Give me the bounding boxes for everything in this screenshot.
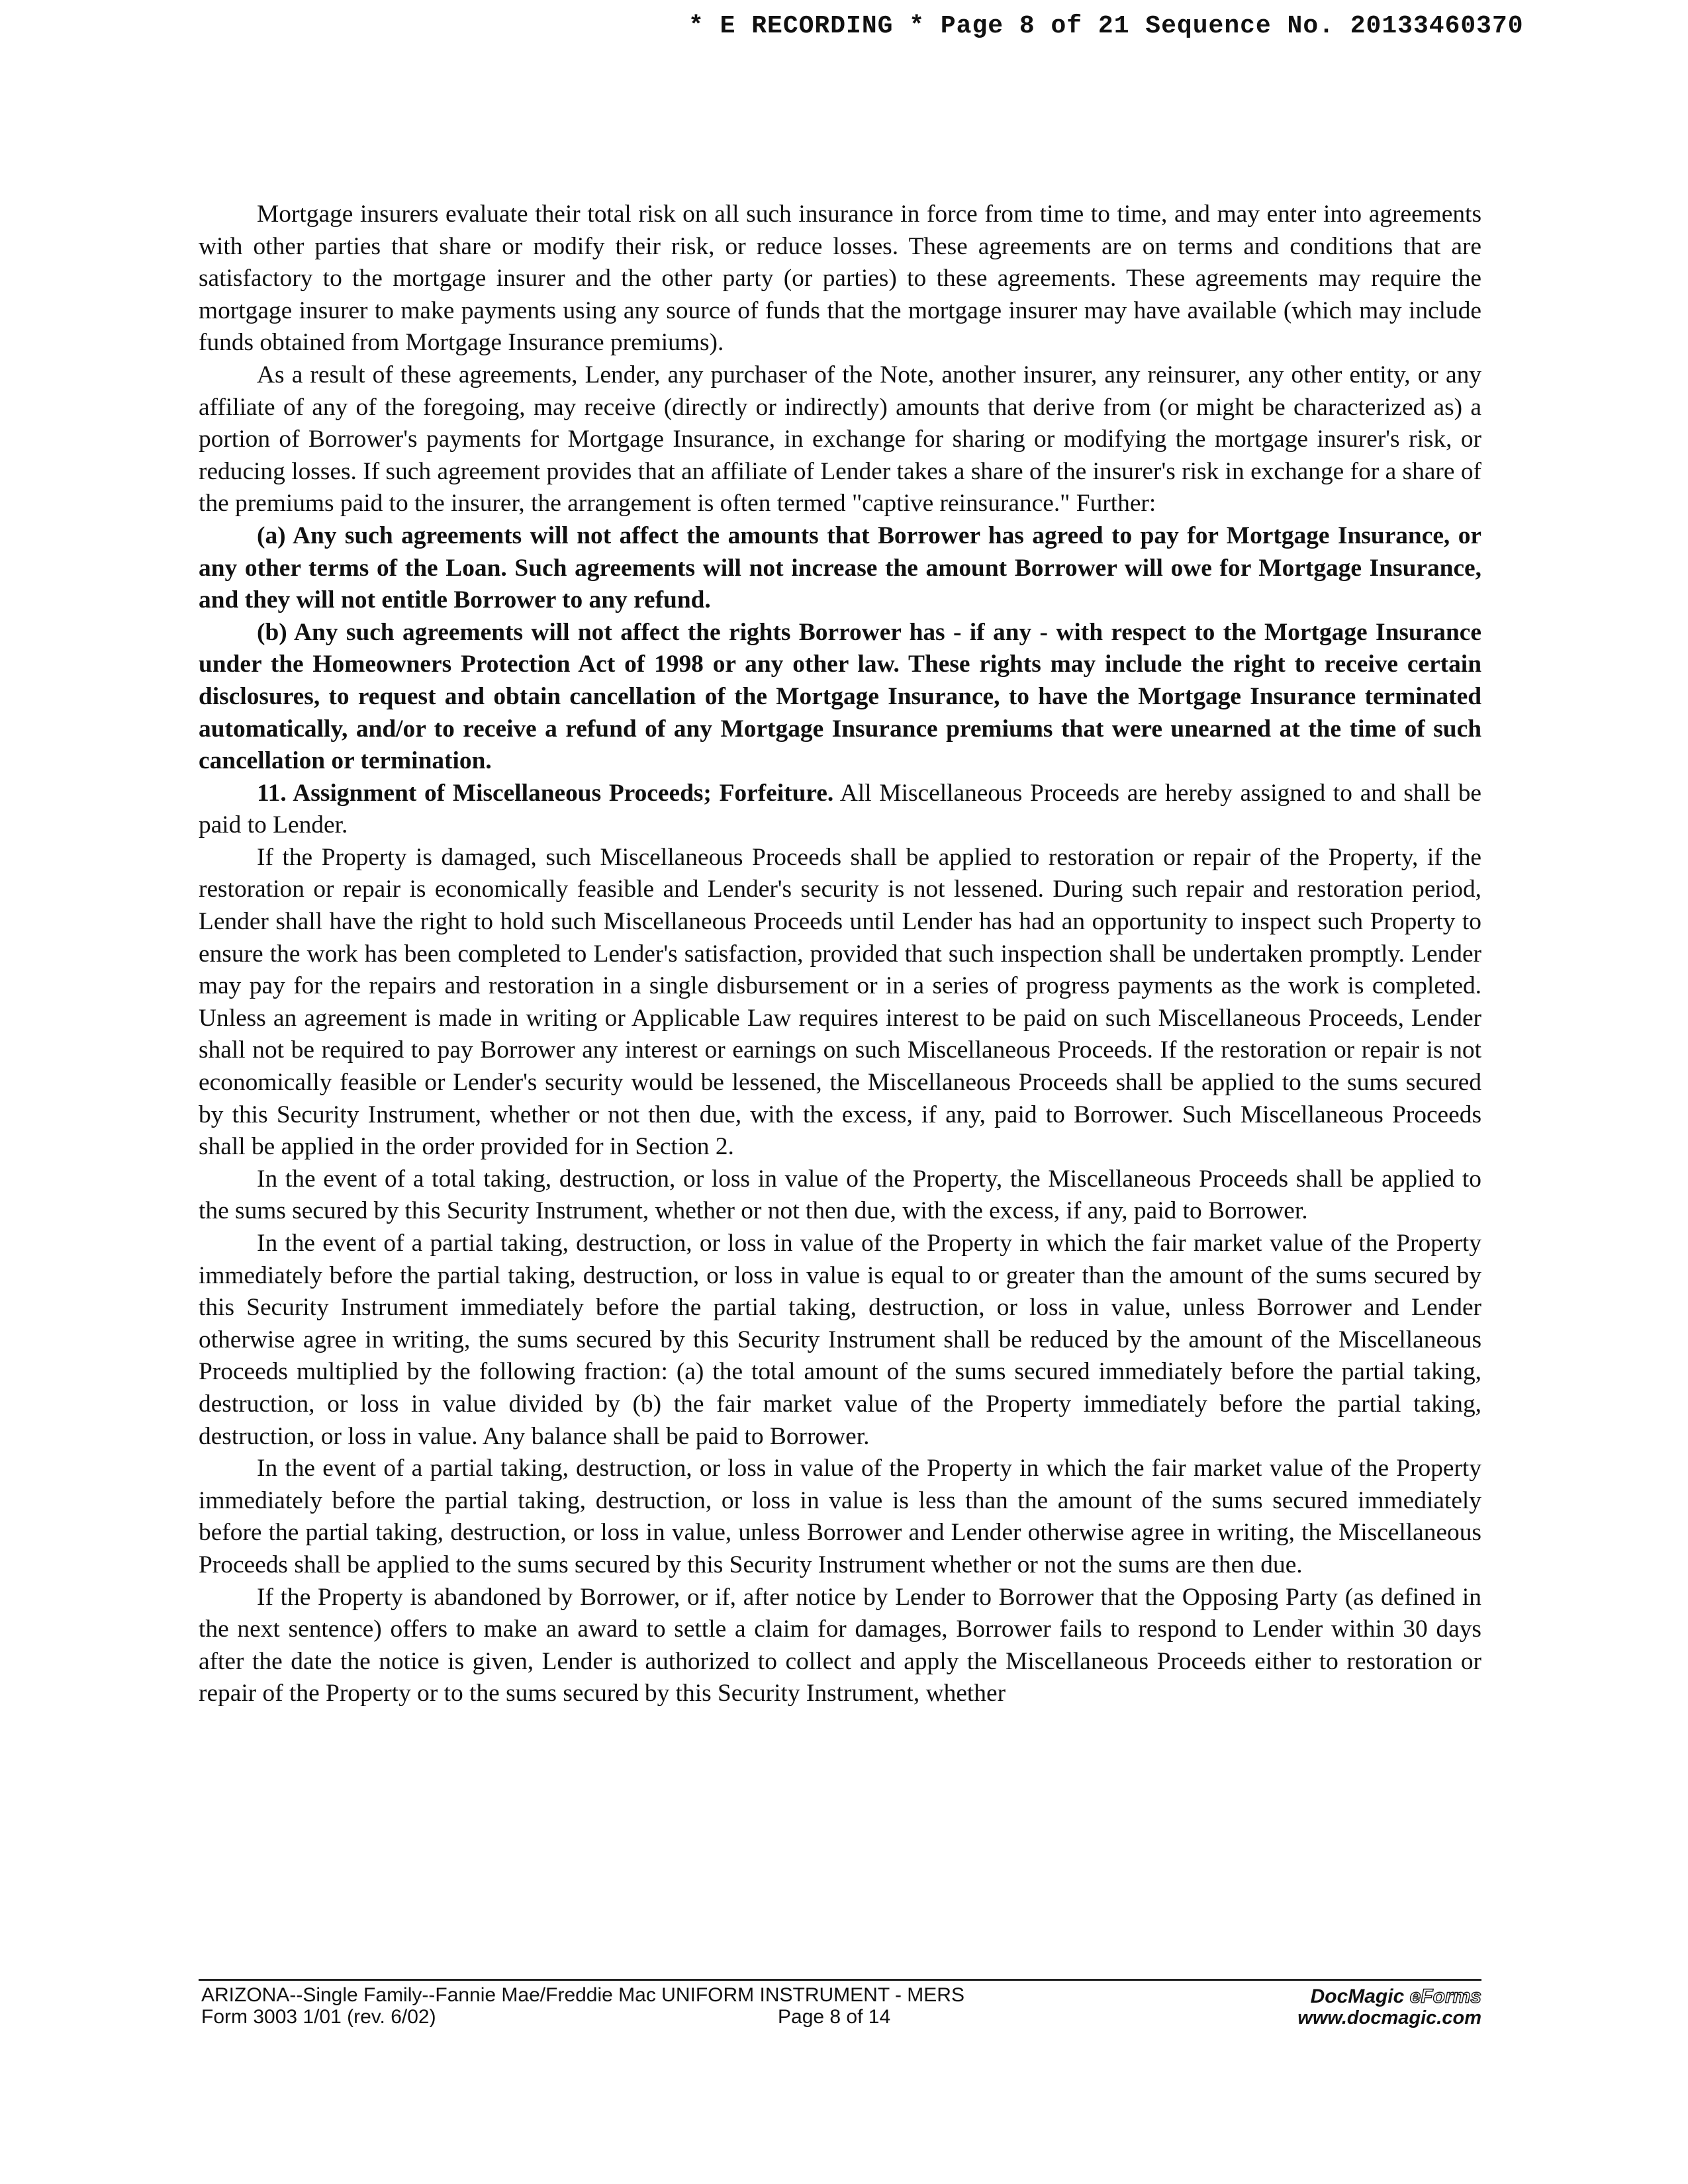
eforms-logo-suffix: eForms bbox=[1409, 1985, 1481, 2007]
paragraph-mortgage-insurers: Mortgage insurers evaluate their total risk on all such insurance in force from time to time, and may enter into agreements with other parties that share or modify their risk, or reduce losses. These agreements are on terms and conditions that are satisfactory to the mortgage insurer and the other party (or parties) to these agreements. These agreements may require the mortgage insurer to make payments using any source of funds that the mortgage insurer may have available (which may include funds obtained from Mortgage Insurance premiums). bbox=[199, 201, 1481, 357]
footer-website: www.docmagic.com bbox=[1297, 2007, 1481, 2028]
footer-form-title: ARIZONA--Single Family--Fannie Mae/Freddie Mac UNIFORM INSTRUMENT - MERS bbox=[201, 1984, 964, 2006]
paragraph-agreements-result: As a result of these agreements, Lender, any purchaser of the Note, another insurer, any reinsurer, any other entity, or any affiliate of any of the foregoing, may receive (directly or indirectly) amounts that derive from (or might be characterized as) a portion of Borrower's payments for Mortgage Insurance, in exchange for sharing or modifying the mortgage insurer's risk, or reducing losses. If such agreement provides that an affiliate of Lender takes a share of the insurer's risk in exchange for a share of the premiums paid to the insurer, the arrangement is often termed "captive reinsurance." Further: bbox=[199, 361, 1481, 518]
docmagic-logo bbox=[1297, 1985, 1481, 2007]
document-body bbox=[199, 199, 1481, 1710]
footer-brand bbox=[1297, 1985, 1481, 2029]
footer-divider bbox=[199, 1979, 1481, 1981]
paragraph-clause-b: (b) Any such agreements will not affect the rights Borrower has - if any - with respect to the Mortgage Insurance under the Homeowners Protection Act of 1998 or any other law. These rights may include the right to receive certain disclosures, to request and obtain cancellation of the Mortgage Insurance, to have the Mortgage Insurance terminated automatically, and/or to receive a refund of any Mortgage Insurance premiums that were unearned at the time of such cancellation or termination. bbox=[199, 618, 1481, 775]
section-11-text: All Miscellaneous Proceeds are hereby assigned to and shall be paid to Lender. bbox=[199, 779, 1481, 839]
section-11-heading: 11. Assignment of Miscellaneous Proceeds; Forfeiture. bbox=[257, 779, 834, 807]
recording-header: * E RECORDING * Page 8 of 21 Sequence No. 20133460370 bbox=[688, 12, 1524, 40]
paragraph-total-taking: In the event of a total taking, destruction, or loss in value of the Property, the Miscellaneous Proceeds shall be applied to the sums secured by this Security Instrument, whether or not then due, with the excess, if any, paid to Borrower. bbox=[199, 1165, 1481, 1225]
paragraph-partial-taking-greater: In the event of a partial taking, destruction, or loss in value of the Property in which the fair market value of the Property immediately before the partial taking, destruction, or loss in value is equal to or greater than the amount of the sums secured by this Security Instrument immediately before the partial taking, destruction, or loss in value, unless Borrower and Lender otherwise agree in writing, the sums secured by this Security Instrument shall be reduced by the amount of the Miscellaneous Proceeds multiplied by the following fraction: (a) the total amount of the sums secured immediately before the partial taking, destruction, or loss in value divided by (b) the fair market value of the Property immediately before the partial taking, destruction, or loss in value. Any balance shall be paid to Borrower. bbox=[199, 1230, 1481, 1450]
footer-form-number: Form 3003 1/01 (rev. 6/02) bbox=[201, 2006, 436, 2028]
paragraph-partial-taking-less: In the event of a partial taking, destruction, or loss in value of the Property in which the fair market value of the Property immediately before the partial taking, destruction, or loss in value is less than the amount of the sums secured immediately before the partial taking, destruction, or loss in value, unless Borrower and Lender otherwise agree in writing, the Miscellaneous Proceeds shall be applied to the sums secured by this Security Instrument whether or not the sums are then due. bbox=[199, 1455, 1481, 1578]
paragraph-property-damaged: If the Property is damaged, such Miscellaneous Proceeds shall be applied to restoration or repair of the Property, if the restoration or repair is economically feasible and Lender's security is not lessened. During such repair and restoration period, Lender shall have the right to hold such Miscellaneous Proceeds until Lender has had an opportunity to inspect such Property to ensure the work has been completed to Lender's satisfaction, provided that such inspection shall be undertaken promptly. Lender may pay for the repairs and restoration in a single disbursement or in a series of progress payments as the work is completed. Unless an agreement is made in writing or Applicable Law requires interest to be paid on such Miscellaneous Proceeds, Lender shall not be required to pay Borrower any interest or earnings on such Miscellaneous Proceeds. If the restoration or repair is not economically feasible or Lender's security would be lessened, the Miscellaneous Proceeds shall be applied to the sums secured by this Security Instrument, whether or not then due, with the excess, if any, paid to Borrower. Such Miscellaneous Proceeds shall be applied in the order provided for in Section 2. bbox=[199, 843, 1481, 1161]
section-11-paragraph bbox=[199, 778, 1481, 842]
paragraph-clause-a: (a) Any such agreements will not affect the amounts that Borrower has agreed to pay for Mortgage Insurance, or any other terms of the Loan. Such agreements will not increase the amount Borrower will owe for Mortgage Insurance, and they will not entitle Borrower to any refund. bbox=[199, 522, 1481, 614]
paragraph-property-abandoned: If the Property is abandoned by Borrower, or if, after notice by Lender to Borrower that the Opposing Party (as defined in the next sentence) offers to make an award to settle a claim for damages, Borrower fails to respond to Lender within 30 days after the date the notice is given, Lender is authorized to collect and apply the Miscellaneous Proceeds either to restoration or repair of the Property or to the sums secured by this Security Instrument, whether bbox=[199, 1583, 1481, 1707]
footer-page-number: Page 8 of 14 bbox=[778, 2006, 891, 2028]
docmagic-logo-name: DocMagic bbox=[1310, 1985, 1405, 2007]
